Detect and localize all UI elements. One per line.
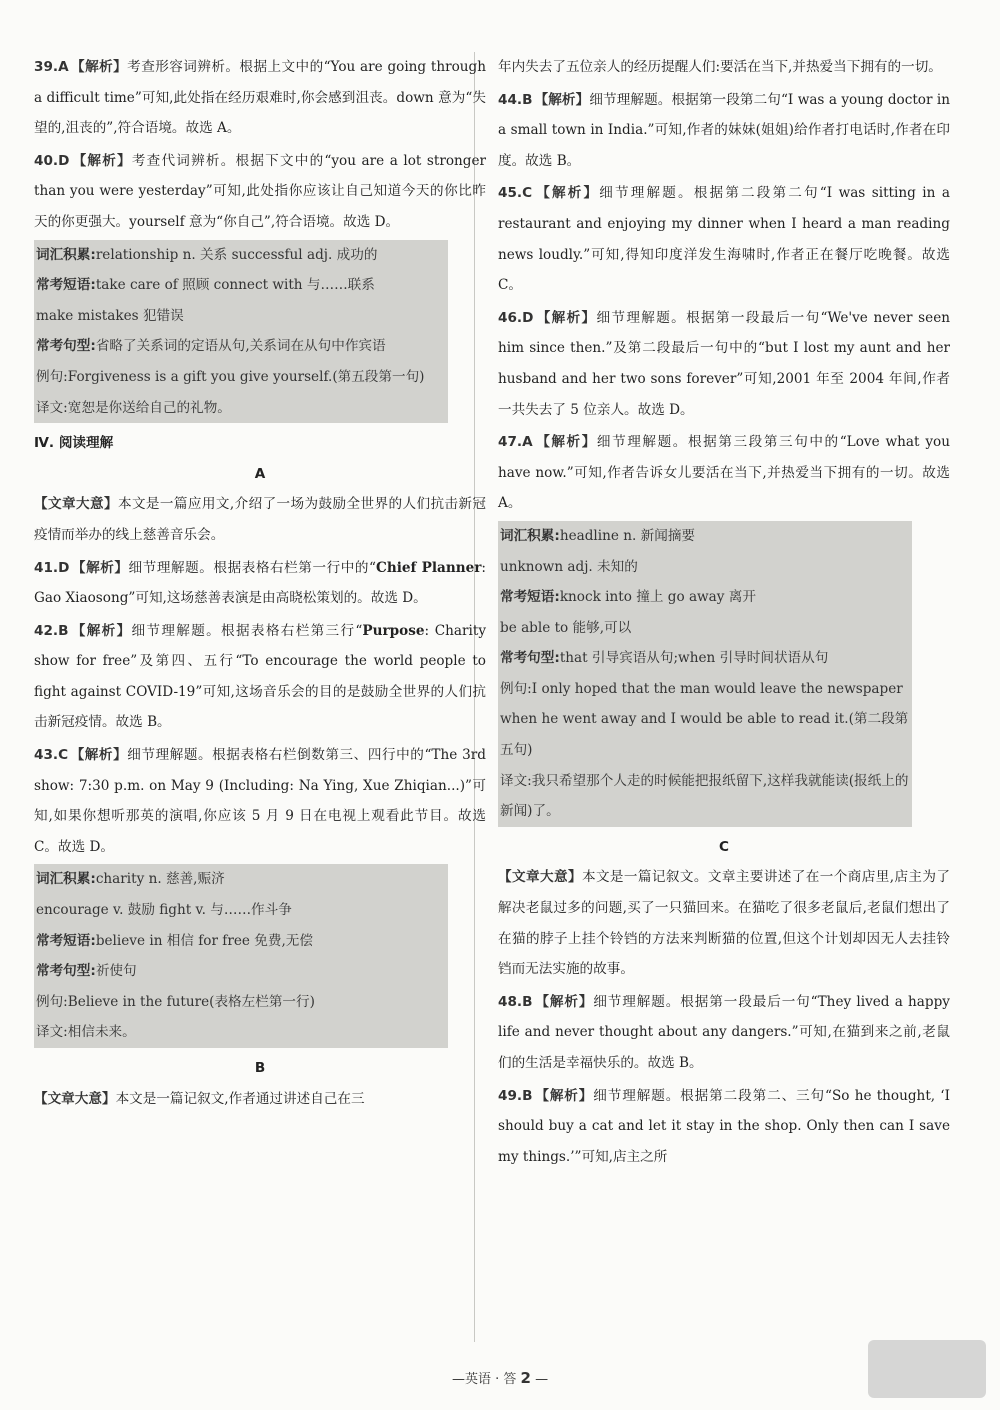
answer-46: 46.D 【解析】细节理解题。根据第一段最后一句“We've never seen him since then.”及第二段最后一句中的“but I lost my aunt and her husband and her two sons forever”可知,2001 年至 2004 年间,作者一共失去了 5 位亲人。故选 D。 xyxy=(498,309,950,418)
summary-b-continued: 年内失去了五位亲人的经历提醒人们:要活在当下,并热爱当下拥有的一切。 xyxy=(498,59,942,75)
summary-b: 【文章大意】本文是一篇记叙文,作者通过讲述自己在三 xyxy=(34,1090,365,1107)
summary-a: 【文章大意】本文是一篇应用文,介绍了一场为鼓励全世界的人们抗击新冠疫情而举办的线上慈善音乐会。 xyxy=(34,496,487,543)
vocab-box-2: 词汇积累:charity n. 慈善,赈济 encourage v. 鼓励 fight v. 与……作斗争 常考短语:believe in 相信 for free 免费,无偿 常考句型:祈使句 例句:Believe in the future(表格左栏第一行) 译文:相信未来。 xyxy=(34,864,448,1048)
answer-48: 48.B 【解析】细节理解题。根据第一段最后一句“They lived a happy life and never thought about any dangers.”可知,在猫到来之前,老鼠们的生活是幸福快乐的。故选 B。 xyxy=(498,993,950,1071)
answer-40: 40.D 【解析】考查代词辨析。根据下文中的“you are a lot stronger than you were yesterday”可知,此处指你应该让自己知道今天的你比昨天的你更强大。yourself 意为“你自己”,符合语境。故选 D。 xyxy=(34,152,486,230)
summary-c: 【文章大意】本文是一篇记叙文。文章主要讲述了在一个商店里,店主为了解决老鼠过多的问题,买了一只猫回来。在猫吃了很多老鼠后,老鼠们想出了在猫的脖子上挂个铃铛的方法来判断猫的位置,但这个计划却因无人去挂铃铛而无法实施的故事。 xyxy=(498,869,951,978)
part-a-heading: A xyxy=(254,465,266,482)
left-column xyxy=(34,52,486,1116)
answer-42: 42.B 【解析】细节理解题。根据表格右栏第三行“Purpose: Charity show for free”及第四、五行“To encourage the world people to fight against COVID-19”可知,这场音乐会的目的是鼓励全世界的人们抗击新冠疫情。故选 B。 xyxy=(34,622,486,731)
answer-39: 39.A 【解析】考查形容词辨析。根据上文中的“You are going through a difficult time”可知,此处指在经历艰难时,你会感到沮丧。down 意为“失望的,沮丧的”,符合语境。故选 A。 xyxy=(34,59,487,137)
page-number: 2 xyxy=(520,1369,531,1387)
page-footer: —英语 · 答 2 — xyxy=(451,1369,549,1387)
answer-49: 49.B 【解析】细节理解题。根据第二段第二、三句“So he thought, ‘I should buy a cat and let it stay in the shop. Only then can I save my things.’”可知,店主之所 xyxy=(498,1087,950,1165)
answer-43: 43.C 【解析】细节理解题。根据表格右栏倒数第三、四行中的“The 3rd show: 7:30 p.m. on May 9 (Including: Na Ying, Xue Zhiqian...)”可知,如果你想听那英的演唱,你应该 5 月 9 日在电视上观看此节目。故选 C。故选 D。 xyxy=(34,747,486,855)
watermark-logo xyxy=(868,1340,986,1398)
vocab-box-1: 词汇积累:relationship n. 关系 successful adj. 成功的 常考短语:take care of 照顾 connect with 与……联系 make mistakes 犯错误 常考句型:省略了关系词的定语从句,关系词在从句中作宾语 例句:Forgiveness is a gift you give yourself.(第五段第一句) 译文:宽恕是你送给自己的礼物。 xyxy=(34,240,448,424)
section-reading: Ⅳ. 阅读理解 xyxy=(34,435,114,452)
right-column xyxy=(498,52,950,1174)
answer-44: 44.B 【解析】细节理解题。根据第一段第二句“I was a young doctor in a small town in India.”可知,作者的妹妹(姐姐)给作者打电话时,作者在印度。故选 B。 xyxy=(498,91,950,169)
answer-41: 41.D 【解析】细节理解题。根据表格右栏第一行中的“Chief Planner: Gao Xiaosong”可知,这场慈善表演是由高晓松策划的。故选 D。 xyxy=(34,559,487,607)
answer-47: 47.A 【解析】细节理解题。根据第三段第三句中的“Love what you have now.”可知,作者告诉女儿要活在当下,并热爱当下拥有的一切。故选 A。 xyxy=(498,434,951,512)
answer-45: 45.C 【解析】细节理解题。根据第二段第二句“I was sitting in a restaurant and enjoying my dinner when I heard a man reading news loudly.”可知,得知印度洋发生海啸时,作者正在餐厅吃晚餐。故选 C。 xyxy=(498,185,950,294)
vocab-box-3: 词汇积累:headline n. 新闻摘要 unknown adj. 未知的 常考短语:knock into 撞上 go away 离开 be able to 能够,可以 常考句型:that 引导宾语从句;when 引导时间状语从句 例句:I only hoped that the man would leave the newspaper when he went away and I would be able to read it.(第二段第五句) 译文:我只希望那个人走的时候能把报纸留下,这样我就能读(报纸上的新闻)了。 xyxy=(498,521,912,827)
part-b-heading: B xyxy=(254,1060,266,1076)
part-c-heading: C xyxy=(719,838,729,855)
